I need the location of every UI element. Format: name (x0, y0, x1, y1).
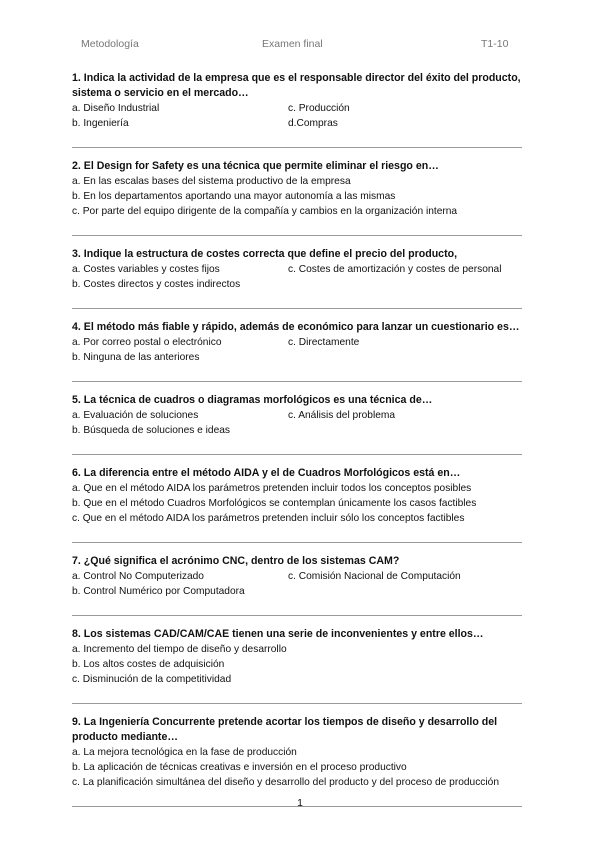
answer-option: d.Compras (288, 118, 338, 129)
answer-options (72, 408, 524, 438)
question-8 (72, 627, 524, 704)
answer-options (72, 569, 524, 599)
question-divider (72, 454, 522, 455)
option-row (72, 101, 524, 116)
question-title: 6. La diferencia entre el método AIDA y el de Cuadros Morfológicos está en… (72, 467, 461, 479)
option-row (72, 481, 524, 496)
question-title: 1. Indica la actividad de la empresa que es el responsable director del éxito del producto, sistema o servicio en el mercado… (72, 72, 521, 99)
answer-options (72, 174, 524, 219)
question-divider (72, 235, 522, 236)
answer-option: b. En los departamentos aportando una mayor autonomía a las mismas (72, 191, 396, 202)
question-6 (72, 466, 524, 543)
answer-option: c. Por parte del equipo dirigente de la compañía y cambios en la organización interna (72, 206, 458, 217)
answer-options (72, 335, 524, 365)
question-1 (72, 71, 524, 148)
answer-options (72, 262, 524, 292)
answer-option: c. Producción (288, 103, 350, 114)
question-7 (72, 554, 524, 616)
answer-options (72, 481, 524, 526)
question-divider (72, 703, 522, 704)
answer-option: b. La aplicación de técnicas creativas e inversión en el proceso productivo (72, 762, 407, 773)
answer-option: c. La planificación simultánea del diseño y desarrollo del producto y del proceso de producción (72, 777, 499, 788)
option-row (72, 262, 524, 277)
option-row (72, 496, 524, 511)
option-row (72, 335, 524, 350)
option-row (72, 657, 524, 672)
header-subject: Metodología (81, 38, 139, 50)
answer-options (72, 745, 524, 790)
option-row (72, 423, 524, 438)
answer-option: b. Búsqueda de soluciones e ideas (72, 425, 231, 436)
question-9 (72, 715, 524, 807)
question-title: 7. ¿Qué significa el acrónimo CNC, dentro de los sistemas CAM? (72, 555, 400, 567)
option-row (72, 584, 524, 599)
question-title: 8. Los sistemas CAD/CAM/CAE tienen una serie de inconvenientes y entre ellos… (72, 628, 484, 640)
answer-option: c. Disminución de la competitividad (72, 674, 232, 685)
answer-option: a. Por correo postal o electrónico (72, 337, 222, 348)
option-row (72, 174, 524, 189)
header-topic-range: T1-10 (481, 38, 509, 50)
option-row (72, 760, 524, 775)
question-divider (72, 615, 522, 616)
option-row (72, 350, 524, 365)
answer-option: b. Los altos costes de adquisición (72, 659, 225, 670)
answer-option: a. Incremento del tiempo de diseño y desarrollo (72, 644, 287, 655)
option-row (72, 511, 524, 526)
question-divider (72, 381, 522, 382)
answer-option: b. Costes directos y costes indirectos (72, 279, 241, 290)
answer-option: b. Control Numérico por Computadora (72, 586, 245, 597)
header-exam-title: Examen final (262, 38, 323, 50)
question-divider (72, 308, 522, 309)
answer-options (72, 642, 524, 687)
question-3 (72, 247, 524, 309)
page-number: 1 (297, 797, 303, 809)
question-title: 2. El Design for Safety es una técnica que permite eliminar el riesgo en… (72, 160, 439, 172)
answer-option: a. En las escalas bases del sistema productivo de la empresa (72, 176, 351, 187)
option-row (72, 116, 524, 131)
question-4 (72, 320, 524, 382)
option-row (72, 775, 524, 790)
answer-options (72, 101, 524, 131)
question-title: 4. El método más fiable y rápido, además de económico para lanzar un cuestionario es… (72, 321, 520, 333)
answer-option: c. Directamente (288, 337, 360, 348)
answer-option: b. Ingeniería (72, 118, 129, 129)
option-row (72, 204, 524, 219)
question-list (72, 71, 524, 818)
answer-option: c. Costes de amortización y costes de personal (288, 264, 502, 275)
answer-option: c. Análisis del problema (288, 410, 396, 421)
answer-option: a. Que en el método AIDA los parámetros pretenden incluir todos los conceptos posibles (72, 483, 472, 494)
answer-option: b. Que en el método Cuadros Morfológicos se contemplan únicamente los casos factibles (72, 498, 477, 509)
answer-option: a. Control No Computerizado (72, 571, 204, 582)
question-title: 5. La técnica de cuadros o diagramas morfológicos es una técnica de… (72, 394, 433, 406)
answer-option: b. Ninguna de las anteriores (72, 352, 200, 363)
question-5 (72, 393, 524, 455)
answer-option: a. Evaluación de soluciones (72, 410, 199, 421)
answer-option: a. La mejora tecnológica en la fase de producción (72, 747, 297, 758)
question-title: 3. Indique la estructura de costes correcta que define el precio del producto, (72, 248, 458, 260)
answer-option: a. Diseño Industrial (72, 103, 160, 114)
option-row (72, 189, 524, 204)
question-divider (72, 542, 522, 543)
answer-option: c. Que en el método AIDA los parámetros pretenden incluir sólo los conceptos factibles (72, 513, 465, 524)
option-row (72, 408, 524, 423)
question-2 (72, 159, 524, 236)
option-row (72, 277, 524, 292)
option-row (72, 642, 524, 657)
answer-option: a. Costes variables y costes fijos (72, 264, 220, 275)
answer-option: c. Comisión Nacional de Computación (288, 571, 461, 582)
option-row (72, 672, 524, 687)
question-divider (72, 147, 522, 148)
option-row (72, 569, 524, 584)
question-title: 9. La Ingeniería Concurrente pretende acortar los tiempos de diseño y desarrollo del producto mediante… (72, 716, 498, 743)
option-row (72, 745, 524, 760)
